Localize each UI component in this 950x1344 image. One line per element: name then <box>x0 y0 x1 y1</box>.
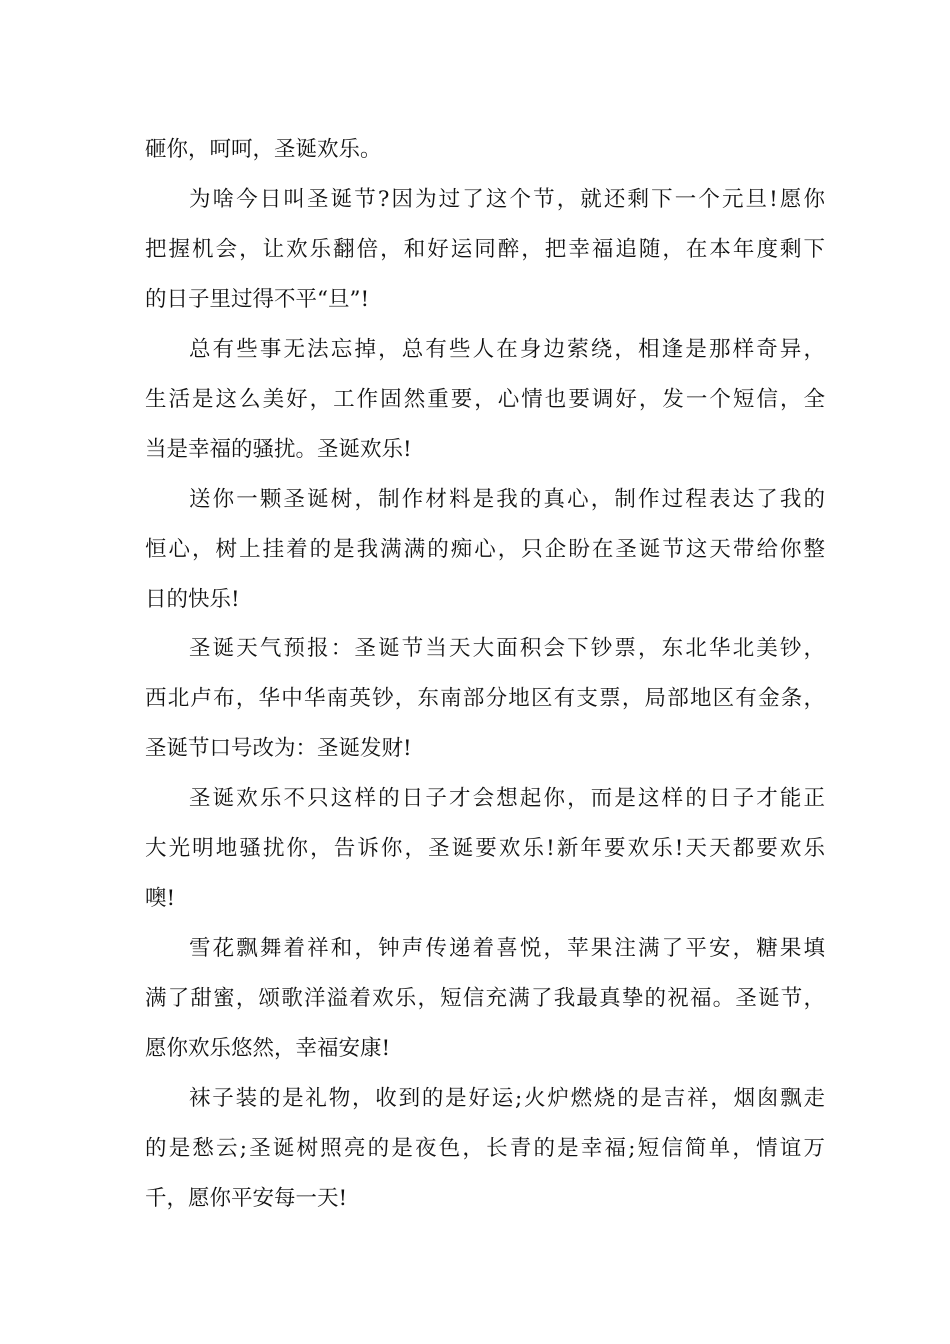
paragraph-first-line: 袜子装的是礼物，收到的是好运;火炉燃烧的是吉祥，烟囱飘走 <box>189 1086 825 1111</box>
text-line: 噢! <box>145 886 176 911</box>
text-line: 生活是这么美好，工作固然重要，心情也要调好，发一个短信，全 <box>145 387 825 412</box>
paragraph-first-line: 为啥今日叫圣诞节?因为过了这个节，就还剩下一个元旦!愿你 <box>189 187 825 212</box>
text-line: 愿你欢乐悠然，幸福安康! <box>145 1036 391 1061</box>
text-line: 恒心，树上挂着的是我满满的痴心，只企盼在圣诞节这天带给你整 <box>145 537 825 562</box>
text-line: 千，愿你平安每一天! <box>145 1186 348 1211</box>
text-line: 当是幸福的骚扰。圣诞欢乐! <box>145 437 412 462</box>
text-line: 的是愁云;圣诞树照亮的是夜色，长青的是幸福;短信简单，情谊万 <box>145 1136 825 1161</box>
text-line: 把握机会，让欢乐翻倍，和好运同醉，把幸福追随，在本年度剩下 <box>145 237 825 262</box>
text-line: 圣诞节口号改为：圣诞发财! <box>145 736 412 761</box>
paragraph-first-line: 送你一颗圣诞树，制作材料是我的真心，制作过程表达了我的 <box>189 487 825 512</box>
text-line: 砸你，呵呵，圣诞欢乐。 <box>145 137 382 162</box>
text-line: 西北卢布，华中华南英钞，东南部分地区有支票，局部地区有金条， <box>145 686 825 711</box>
text-line: 大光明地骚扰你，告诉你，圣诞要欢乐!新年要欢乐!天天都要欢乐 <box>145 836 825 861</box>
text-line: 满了甜蜜，颂歌洋溢着欢乐，短信充满了我最真挚的祝福。圣诞节， <box>145 986 825 1011</box>
paragraph-first-line: 圣诞欢乐不只这样的日子才会想起你，而是这样的日子才能正 <box>189 786 825 811</box>
text-line: 的日子里过得不平“旦”! <box>145 287 370 312</box>
paragraph-first-line: 总有些事无法忘掉，总有些人在身边萦绕，相逢是那样奇异， <box>189 337 825 362</box>
text-line: 日的快乐! <box>145 587 240 612</box>
paragraph-first-line: 圣诞天气预报：圣诞节当天大面积会下钞票，东北华北美钞， <box>189 636 825 661</box>
paragraph-first-line: 雪花飘舞着祥和，钟声传递着喜悦，苹果注满了平安，糖果填 <box>189 936 825 961</box>
